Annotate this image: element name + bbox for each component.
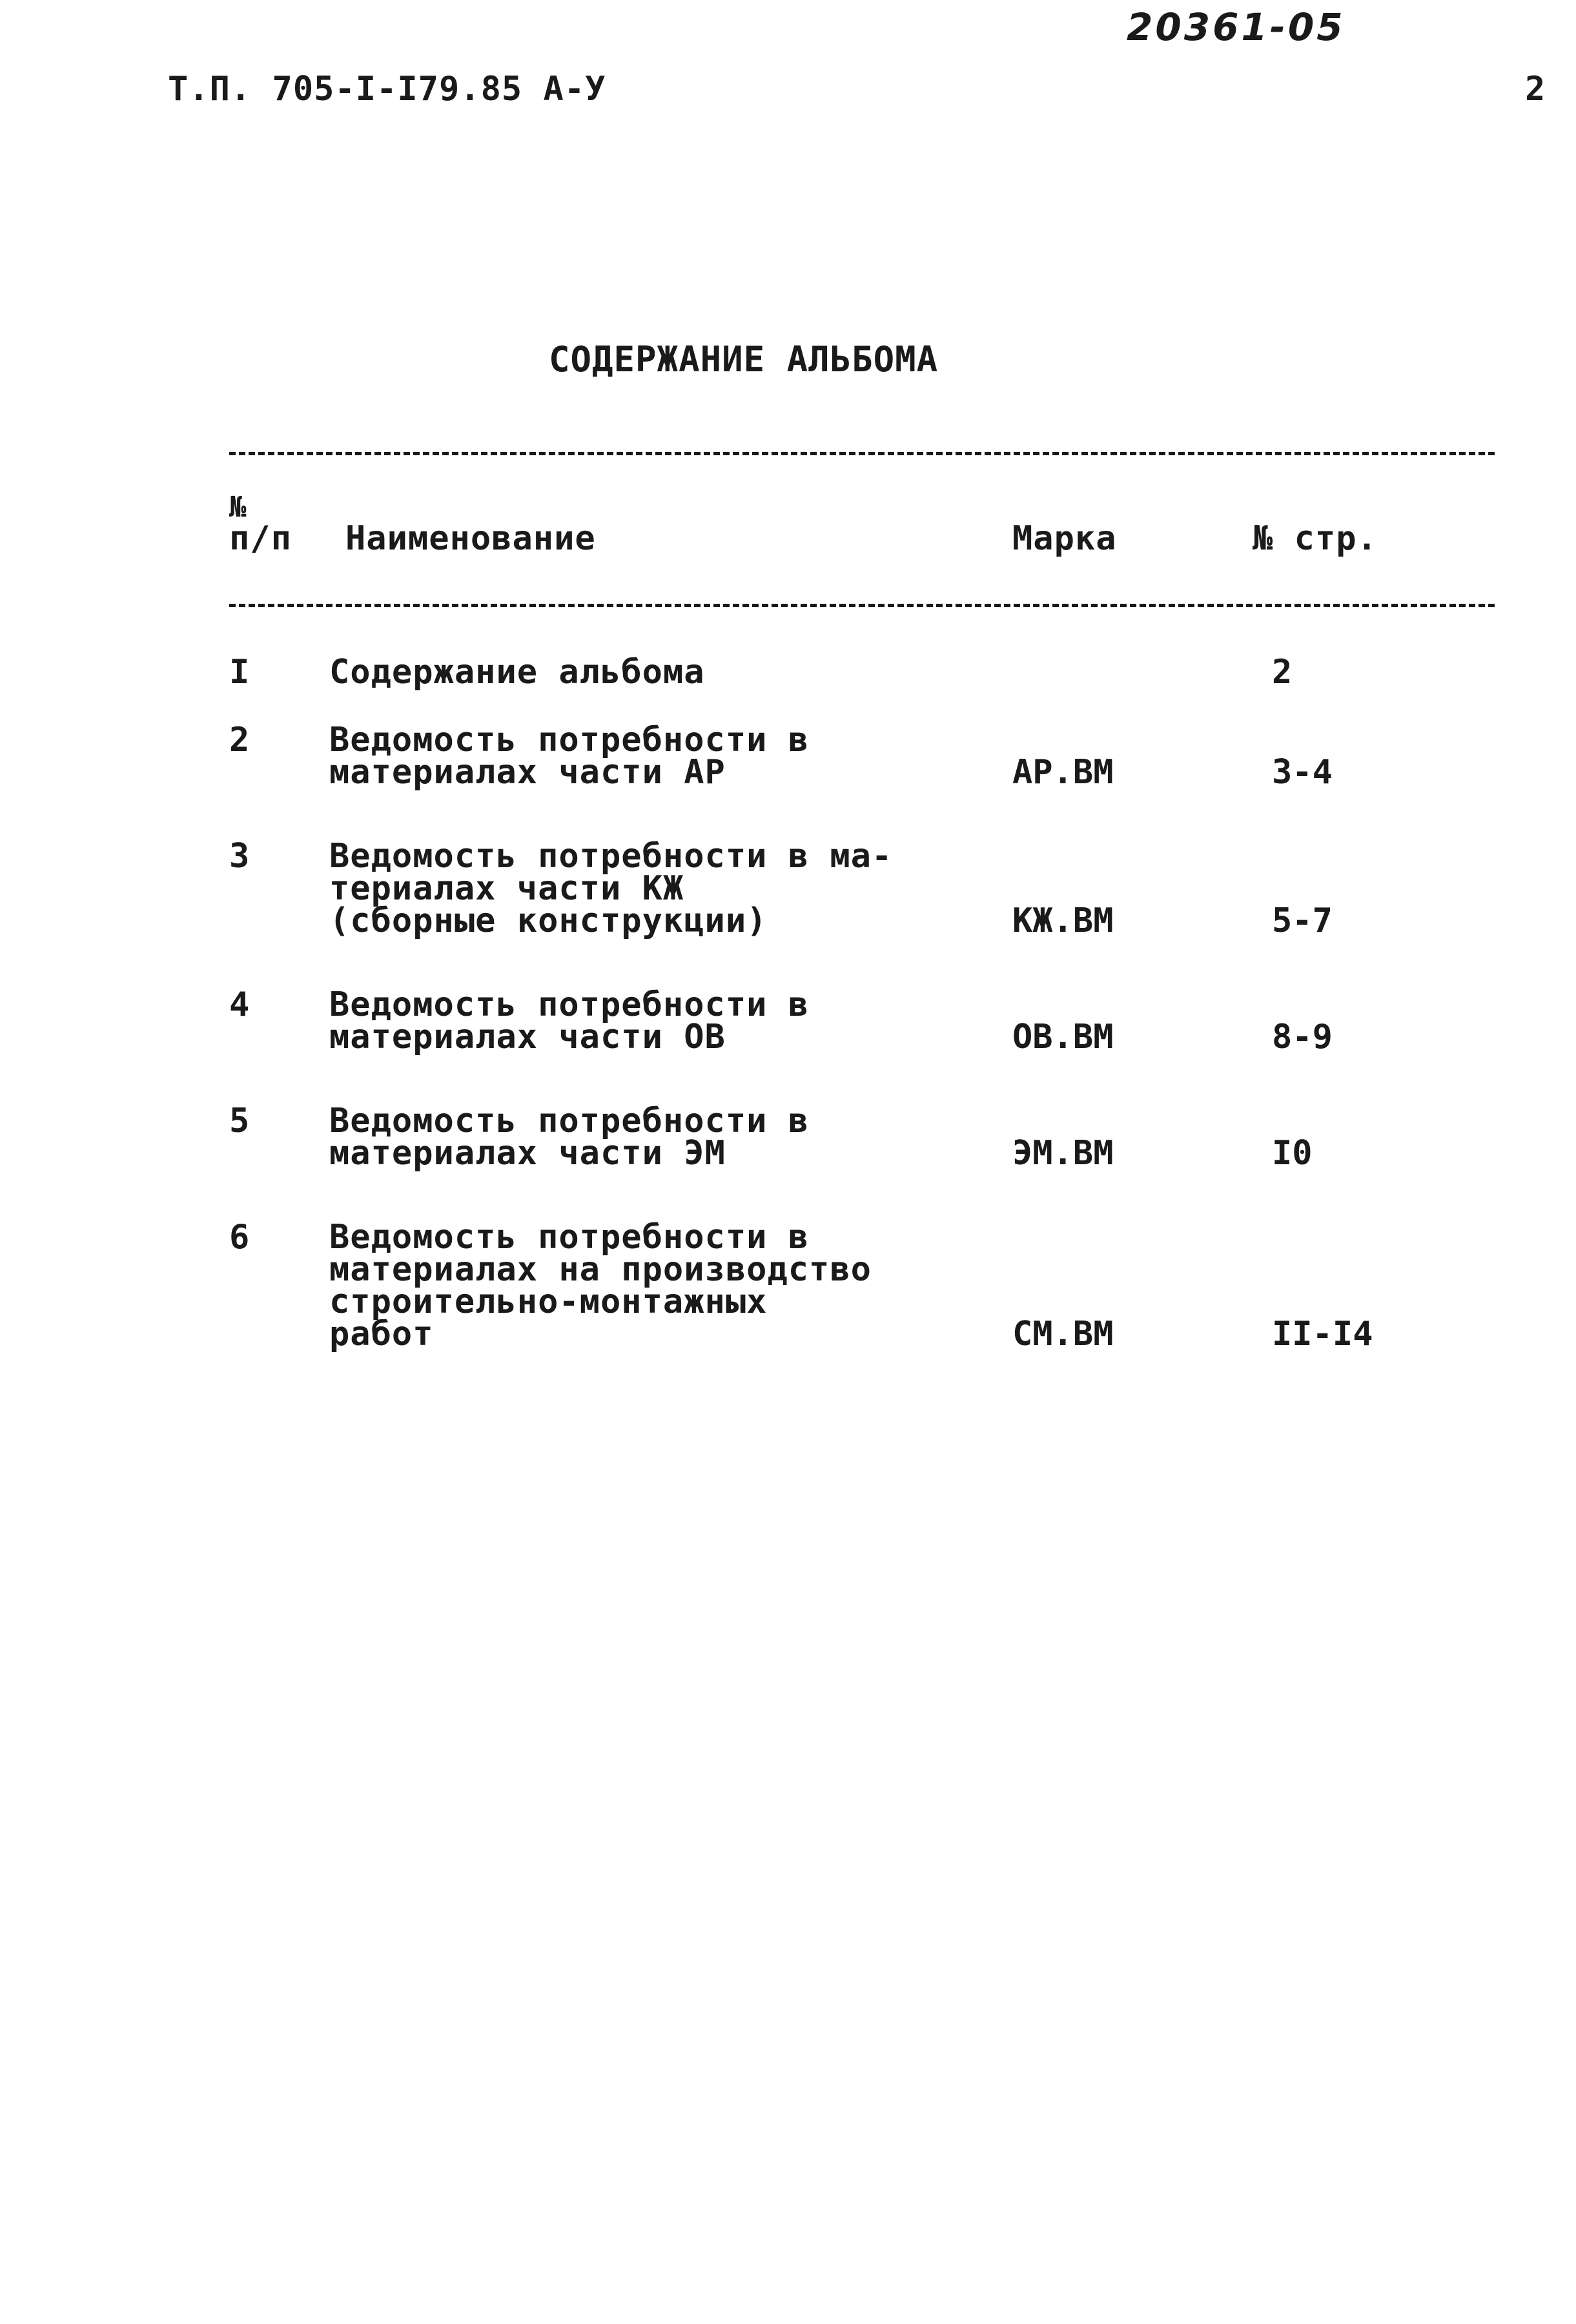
row-name-line: строительно-монтажных <box>329 1282 768 1321</box>
row-name-line: материалах части ЭМ <box>329 1134 726 1173</box>
col-header-mark: Марка <box>1012 519 1117 558</box>
row-number: 5 <box>229 1102 250 1140</box>
row-page: 5-7 <box>1272 901 1333 940</box>
row-number: I <box>229 653 250 692</box>
row-name-line: работ <box>329 1315 434 1353</box>
row-name-line: материалах части АР <box>329 753 726 792</box>
page-title: СОДЕРЖАНИЕ АЛЬБОМА <box>549 339 939 380</box>
row-name-line: Ведомость потребности в <box>329 985 810 1024</box>
row-number: 4 <box>229 985 250 1024</box>
row-name-line: материалах части ОВ <box>329 1018 726 1056</box>
row-number: 3 <box>229 837 250 876</box>
stamp-number: 20361-05 <box>1127 5 1346 49</box>
col-header-num-symbol: № <box>229 491 247 524</box>
col-header-num: п/п <box>229 519 292 558</box>
table-top-rule <box>229 452 1495 455</box>
row-page: I0 <box>1272 1134 1313 1173</box>
row-name-line: материалах на производство <box>329 1250 872 1289</box>
row-page: 2 <box>1272 653 1293 692</box>
row-mark: АР.ВМ <box>1012 753 1114 792</box>
page-number: 2 <box>1525 70 1546 108</box>
row-page: II-I4 <box>1272 1315 1373 1353</box>
row-name-line: (сборные конструкции) <box>329 901 768 940</box>
row-name-line: Ведомость потребности в <box>329 1102 810 1140</box>
row-name-line: Ведомость потребности в <box>329 721 810 759</box>
row-number: 2 <box>229 721 250 759</box>
row-page: 3-4 <box>1272 753 1333 792</box>
row-mark: КЖ.ВМ <box>1012 901 1114 940</box>
row-name-line: Ведомость потребности в ма- <box>329 837 893 876</box>
row-page: 8-9 <box>1272 1018 1333 1056</box>
col-header-page: № стр. <box>1253 519 1378 558</box>
table-header-rule <box>229 604 1495 607</box>
document-code: Т.П. 705-I-I79.85 А-У <box>168 70 606 108</box>
row-mark: ЭМ.ВМ <box>1012 1134 1114 1173</box>
row-mark: ОВ.ВМ <box>1012 1018 1114 1056</box>
row-mark: СМ.ВМ <box>1012 1315 1114 1353</box>
col-header-name: Наименование <box>345 519 596 558</box>
row-name-line: Ведомость потребности в <box>329 1218 810 1257</box>
row-name-line: Содержание альбома <box>329 653 705 692</box>
row-number: 6 <box>229 1218 250 1257</box>
row-name-line: териалах части КЖ <box>329 869 684 908</box>
